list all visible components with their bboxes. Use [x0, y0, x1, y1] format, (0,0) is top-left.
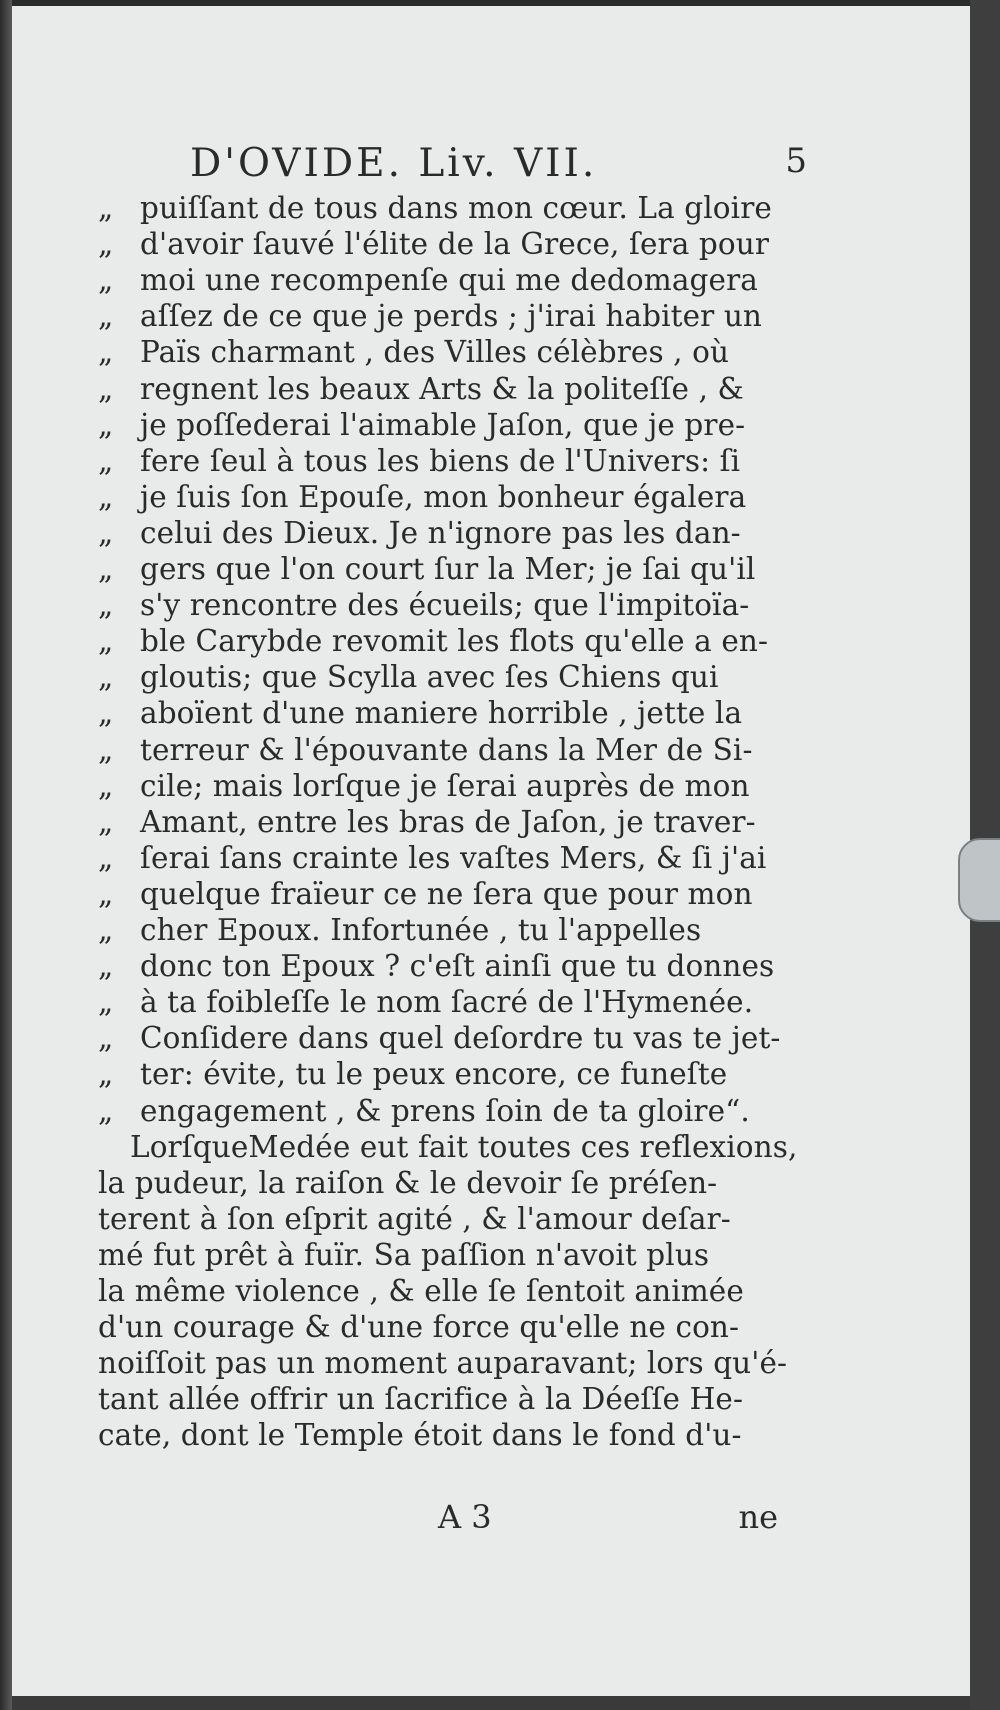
line-text: cher Epoux. Infortunée , tu l'appelles [140, 913, 702, 947]
quoted-line [98, 912, 798, 948]
quote-mark: „ [98, 515, 114, 550]
line-text: terreur & l'épouvante dans la Mer de Si- [140, 732, 753, 767]
line-text: fere ſeul à tous les biens de l'Univers: ſi [140, 443, 741, 478]
quoted-line [98, 840, 798, 876]
prose-line [98, 1201, 798, 1237]
quote-mark: „ [98, 913, 114, 947]
quoted-line [98, 371, 798, 407]
quote-mark: „ [98, 299, 114, 334]
line-text: cate, dont le Temple étoit dans le fond d'u- [98, 1418, 742, 1453]
line-text: ble Carybde revomit les flots qu'elle a en- [140, 624, 769, 659]
book-page [10, 6, 970, 1696]
quoted-line [98, 443, 798, 479]
prose-line [98, 1273, 798, 1309]
line-text: celui des Dieux. Je n'ignore pas les dan- [140, 515, 741, 550]
quote-mark: „ [98, 227, 114, 262]
quote-mark: „ [98, 949, 114, 984]
prose-line [98, 1417, 798, 1453]
line-text: je ſuis ſon Epouſe, mon bonheur égalera [140, 479, 747, 514]
line-text: Amant, entre les bras de Jaſon, je traver- [140, 804, 756, 839]
quoted-line [98, 876, 798, 912]
line-text: d'avoir ſauvé l'élite de la Grece, ſera pour [140, 227, 770, 262]
quoted-line [98, 551, 798, 587]
line-text: cile; mais lorſque je ſerai auprès de mon [140, 768, 750, 803]
line-text: mé fut prêt à fuïr. Sa paſſion n'avoit plus [98, 1237, 710, 1272]
running-title: D'OVIDE. Liv. VII. [190, 141, 598, 186]
quoted-line [98, 984, 798, 1020]
quoted-line [98, 695, 798, 731]
line-text: engagement , & prens ſoin de ta gloire“. [140, 1093, 750, 1128]
line-text: aboïent d'une maniere horrible , jette la [140, 696, 743, 731]
quote-mark: „ [98, 985, 114, 1020]
quoted-line [98, 1020, 798, 1056]
quoted-line [98, 226, 798, 262]
line-text: moi une recompenſe qui me dedomagera [140, 263, 758, 298]
quote-mark: „ [98, 552, 114, 586]
line-text: regnent les beaux Arts & la politeſſe , & [140, 371, 744, 406]
quote-mark: „ [98, 624, 114, 659]
bookmark-tab [958, 838, 1000, 922]
signature-mark: A 3 [438, 1498, 492, 1536]
catchword: ne [738, 1498, 778, 1536]
quoted-line [98, 732, 798, 768]
quote-mark: „ [98, 588, 114, 623]
quote-mark: „ [98, 660, 114, 695]
running-header [190, 141, 810, 197]
quoted-line [98, 334, 798, 370]
line-text: Païs charmant , des Villes célèbres , où [140, 335, 730, 370]
quote-mark: „ [98, 876, 114, 911]
scan-left-border [0, 0, 12, 1710]
quoted-line [98, 948, 798, 984]
line-text: gloutis; que Scylla avec ſes Chiens qui [140, 660, 719, 695]
line-text: tant allée offrir un ſacrifice à la Déeſſe He- [98, 1382, 744, 1417]
quoted-line [98, 587, 798, 623]
quote-mark: „ [98, 479, 114, 514]
quote-mark: „ [98, 840, 114, 875]
quote-mark: „ [98, 335, 114, 370]
quoted-line [98, 515, 798, 551]
prose-line [98, 1309, 798, 1345]
line-text: gers que l'on court ſur la Mer; je ſai qu'il [140, 552, 756, 586]
quoted-line [98, 659, 798, 695]
line-text: aſſez de ce que je perds ; j'irai habiter un [140, 299, 763, 334]
quote-mark: „ [98, 1093, 114, 1128]
page-footer [98, 1498, 798, 1538]
line-text: ter: évite, tu le peux encore, ce funeſte [140, 1057, 728, 1092]
quoted-line [98, 262, 798, 298]
line-text: quelque fraïeur ce ne ſera que pour mon [140, 876, 753, 911]
prose-line [98, 1345, 798, 1381]
line-text: d'un courage & d'une force qu'elle ne con- [98, 1310, 740, 1345]
page-number: 5 [785, 141, 810, 181]
quote-mark: „ [98, 371, 114, 406]
quote-mark: „ [98, 732, 114, 767]
line-text: à ta foibleſſe le nom ſacré de l'Hymenée. [140, 985, 754, 1020]
prose-line [98, 1129, 798, 1165]
quoted-line [98, 623, 798, 659]
line-text: noiſſoit pas un moment auparavant; lors qu'é- [98, 1346, 788, 1381]
quoted-line [98, 804, 798, 840]
quoted-line [98, 190, 798, 226]
quote-mark: „ [98, 407, 114, 442]
quoted-line [98, 298, 798, 334]
quoted-line [98, 1056, 798, 1092]
line-text: ſerai ſans crainte les vaſtes Mers, & ſi j'ai [140, 840, 767, 875]
line-text: je poſſederai l'aimable Jaſon, que je pre- [140, 407, 746, 442]
quoted-line [98, 768, 798, 804]
line-text: la même violence , & elle ſe ſentoit animée [98, 1274, 744, 1308]
quoted-line [98, 407, 798, 443]
line-text: puiſſant de tous dans mon cœur. La gloire [140, 191, 772, 225]
line-text: s'y rencontre des écueils; que l'impitoïa- [140, 588, 750, 623]
quote-mark: „ [98, 1021, 114, 1056]
quote-mark: „ [98, 263, 114, 298]
quote-mark: „ [98, 1057, 114, 1092]
quote-mark: „ [98, 443, 114, 478]
quote-mark: „ [98, 804, 114, 839]
quote-mark: „ [98, 696, 114, 731]
quote-mark: „ [98, 191, 114, 225]
quoted-line [98, 479, 798, 515]
prose-line [98, 1381, 798, 1417]
prose-line [98, 1165, 798, 1201]
quote-mark: „ [98, 768, 114, 803]
line-text: terent à ſon eſprit agité , & l'amour deſar- [98, 1201, 731, 1236]
prose-line [98, 1237, 798, 1273]
line-text: la pudeur, la raiſon & le devoir ſe préſen- [98, 1165, 718, 1200]
line-text: Conſidere dans quel deſordre tu vas te jet- [140, 1021, 781, 1056]
line-text: LorſqueMedée eut fait toutes ces reflexions, [130, 1129, 798, 1164]
line-text: donc ton Epoux ? c'eſt ainſi que tu donnes [140, 949, 775, 984]
quoted-line [98, 1093, 798, 1129]
